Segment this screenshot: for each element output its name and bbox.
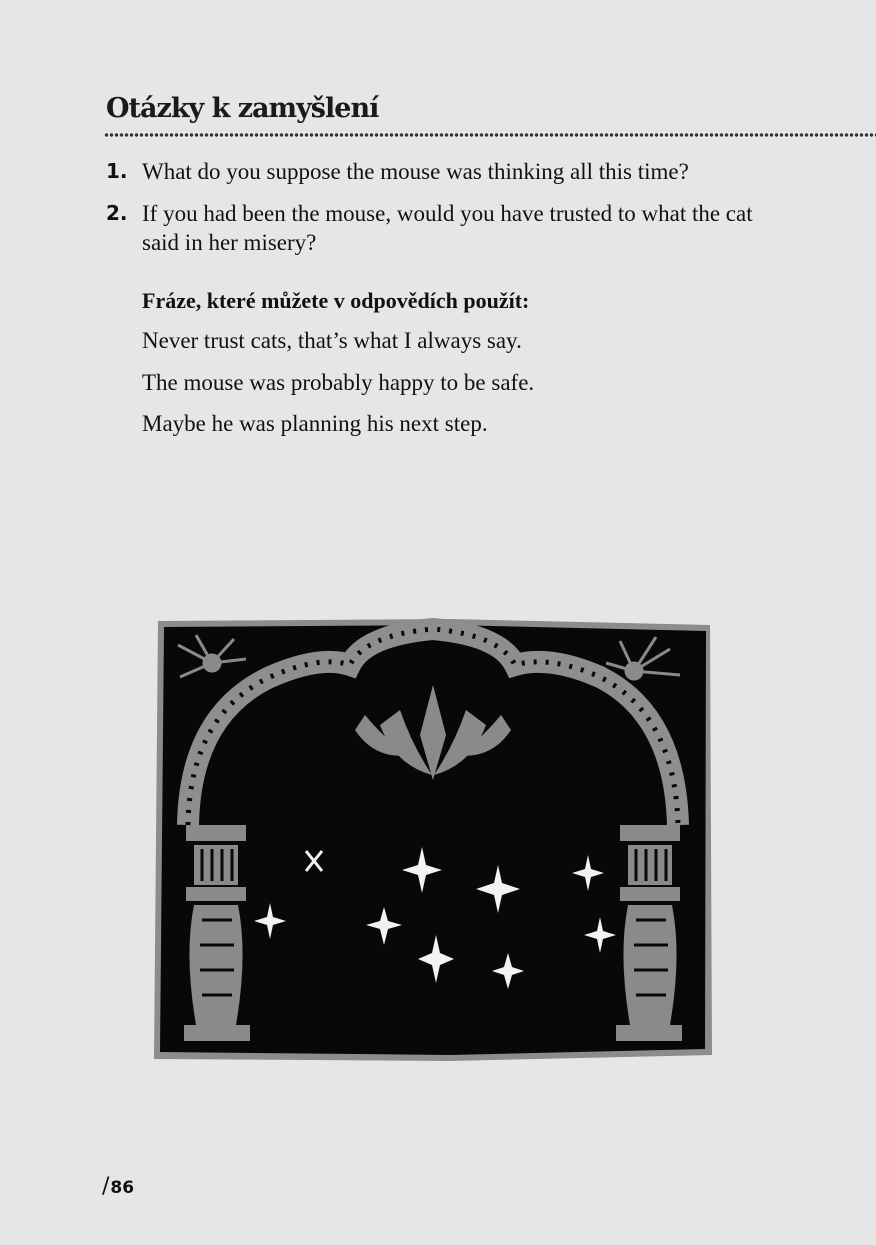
woodcut-illustration xyxy=(150,615,716,1067)
question-item xyxy=(106,199,762,257)
phrase-item: Maybe he was planning his next step. xyxy=(142,411,488,436)
question-number: 1. xyxy=(106,159,128,183)
question-item xyxy=(106,157,762,186)
phrase-item: Never trust cats, that’s what I always say. xyxy=(142,328,522,353)
question-text: What do you suppose the mouse was thinking all this time? xyxy=(142,159,689,184)
dotted-divider xyxy=(104,132,876,138)
page-title: Otázky k zamyšlení xyxy=(106,93,379,124)
question-number: 2. xyxy=(106,201,128,225)
question-text: If you had been the mouse, would you have trusted to what the cat said in her misery? xyxy=(142,201,753,255)
phrase-item: The mouse was probably happy to be safe. xyxy=(142,370,535,395)
page-number: /86 xyxy=(102,1174,135,1199)
phrases-heading: Fráze, které můžete v odpovědích použít: xyxy=(142,288,530,313)
